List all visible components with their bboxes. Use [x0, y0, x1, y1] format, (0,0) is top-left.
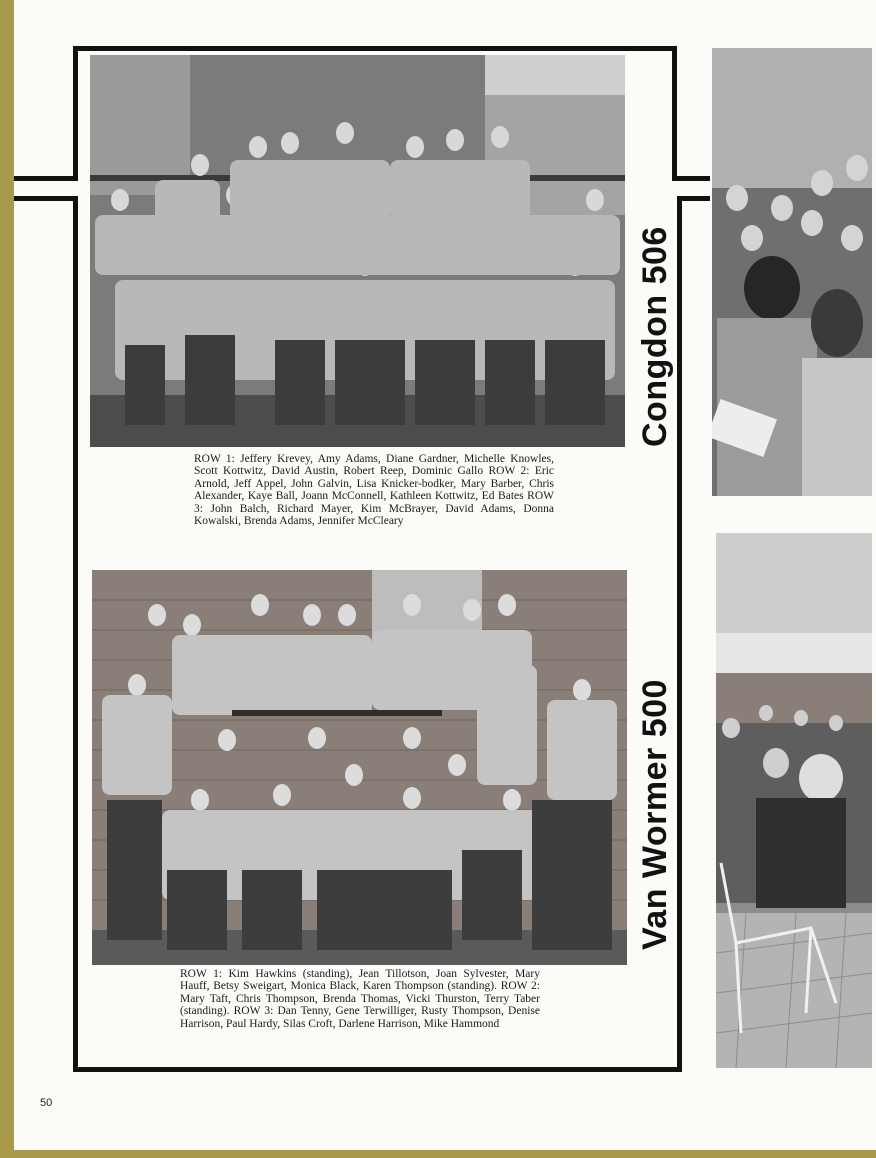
van-wormer-caption: ROW 1: Kim Hawkins (standing), Jean Tillotson, Joan Sylvester, Mary Hauff, Betsy Sweigart, Monica Black, Karen Thompson (standing). ROW 2: Mary Taft, Chris Thompson, Brenda Thomas, Vicki Thurston, Terry Taber (standing). ROW 3: Dan Tenny, Gene Terwilliger, Rusty Thompson, Denise Harrison, Paul Hardy, Silas Croft, Darlene Harrison, Mike Hammond [180, 968, 540, 1030]
frame-left-lower [73, 196, 78, 1072]
frame-left [73, 46, 78, 181]
choir-side-photo [712, 48, 872, 496]
frame-tab-left-bottom [14, 196, 78, 201]
frame-bottom [73, 1067, 682, 1072]
frame-right-lower [677, 196, 682, 1072]
frame-tab-left-top [14, 176, 78, 181]
cafeteria-side-photo [716, 533, 872, 1068]
congdon-caption: ROW 1: Jeffery Krevey, Amy Adams, Diane Gardner, Michelle Knowles, Scott Kottwitz, David Austin, Robert Reep, Dominic Gallo ROW 2: Eric Arnold, Jeff Appel, John Galvin, Lisa Knicker-bodker, Mary Barber, Chris Alexander, Kaye Ball, Joann McConnell, Kathleen Kottwitz, Ed Bates ROW 3: John Balch, Richard Mayer, Kim McBrayer, David Adams, Donna Kowalski, Brenda Adams, Jennifer McCleary [194, 453, 554, 528]
congdon-group-photo [90, 55, 625, 447]
congdon-title: Congdon 506 [636, 226, 674, 447]
frame-right [672, 46, 677, 181]
van-wormer-group-photo [92, 570, 627, 965]
frame-top [73, 46, 677, 51]
frame-tab-right-bottom [677, 196, 710, 201]
frame-tab-right-top [672, 176, 710, 181]
page-number: 50 [40, 1097, 53, 1109]
van-wormer-title: Van Wormer 500 [636, 679, 674, 950]
